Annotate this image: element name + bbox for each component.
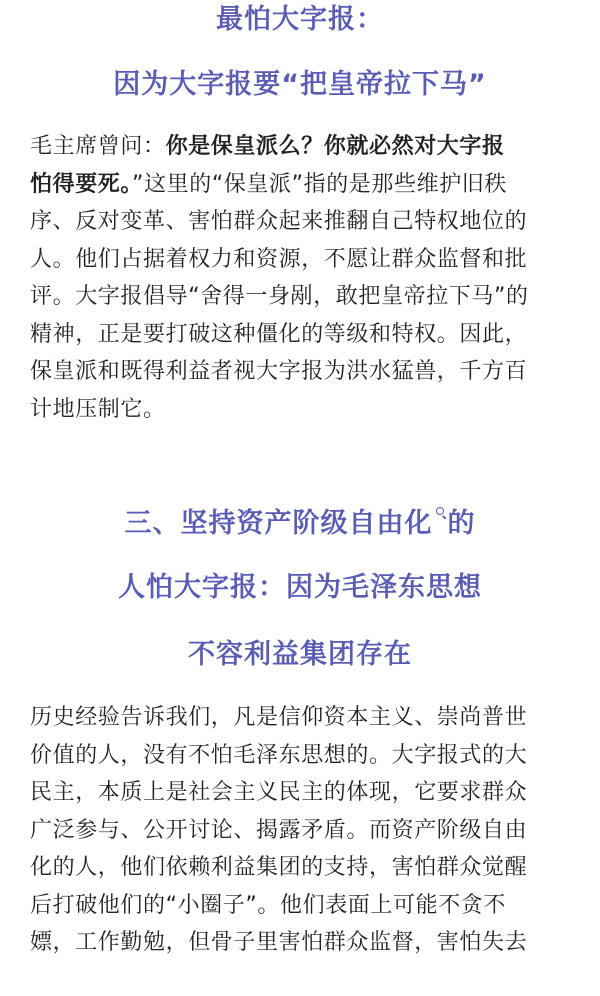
paragraph-line: 广泛参与、公开讨论、揭露矛盾。而资产阶级自由: [30, 817, 528, 843]
body-paragraph: [30, 699, 590, 962]
paragraph-line: 序、反对变革、害怕群众起来推翻自己特权地位的: [30, 209, 528, 234]
body-paragraph: [30, 128, 590, 428]
search-icon[interactable]: [435, 506, 447, 524]
paragraph-line: 计地压制它。: [30, 396, 166, 422]
paragraph-line: 历史经验告诉我们，凡是信仰资本主义、崇尚普世: [30, 705, 528, 730]
paragraph-text: 毛主席曾问：: [30, 134, 166, 159]
quote-bold-text: 怕得要死。: [30, 171, 133, 197]
paragraph-line: [30, 166, 590, 204]
paragraph-text: ”这里的“保皇派”指的是那些维护旧秩: [132, 171, 508, 197]
heading-text: 的: [447, 508, 476, 539]
section-heading-line: 因为大字报要“把皇帝拉下马”: [113, 69, 487, 100]
paragraph-line: 价值的人，没有不怕毛泽东思想的。大字报式的大: [30, 742, 528, 768]
paragraph-line: 后打破他们的“小圈子”。他们表面上可能不贪不: [30, 892, 506, 918]
paragraph-line: 评。大字报倡导“舍得一身剐，敢把皇帝拉下马”的: [30, 284, 529, 309]
paragraph-line: 人。他们占据着权力和资源，不愿让群众监督和批: [30, 246, 528, 272]
paragraph-line: 精神，正是要打破这种僵化的等级和特权。因此，: [30, 321, 528, 347]
paragraph-line: [30, 128, 590, 166]
paragraph-line: 保皇派和既得利益者视大字报为洪水猛兽，千方百: [30, 359, 528, 384]
section-heading-line: [0, 506, 600, 542]
paragraph-line: 化的人，他们依赖利益集团的支持，害怕群众觉醒: [30, 855, 528, 880]
paragraph-line: 嫖，工作勤勉，但骨子里害怕群众监督，害怕失去: [30, 930, 528, 955]
quote-bold-text: 你是保皇派么？你就必然对大字报: [165, 134, 505, 159]
heading-text: 三、坚持资产阶级自由化: [124, 508, 433, 539]
section-heading-line: 不容利益集团存在: [188, 639, 412, 670]
paragraph-line: 民主，本质上是社会主义民主的体现，它要求群众: [30, 780, 528, 805]
section-heading-line: 最怕大字报：: [216, 4, 384, 35]
section-heading-line: 人怕大字报：因为毛泽东思想: [118, 572, 482, 603]
